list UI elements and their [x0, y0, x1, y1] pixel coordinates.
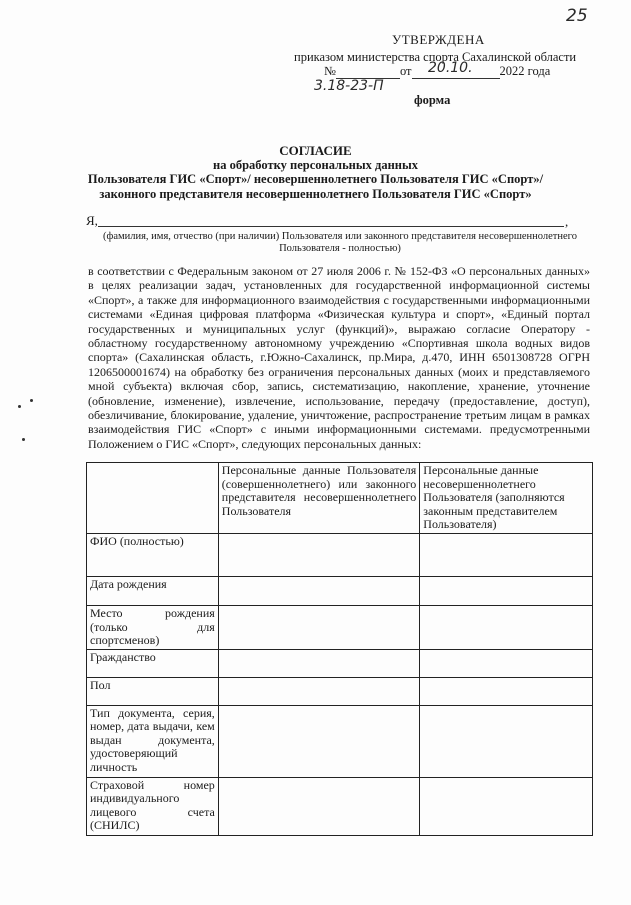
header-cell-minor: Персональные данные несовершеннолетнего Пользователя (заполняются законным представителем Пользователя) [420, 463, 593, 534]
page-number-handwritten: 25 [566, 6, 588, 26]
declarant-label: Я, [86, 213, 98, 228]
number-prefix: № [324, 64, 336, 78]
title-line-1-text: на обработку персональных данных [213, 158, 418, 172]
adult-value-cell[interactable] [218, 777, 420, 835]
title-line-3: законного представителя несовершеннолетнего Пользователя ГИС «Спорт» [99, 187, 532, 201]
header-cell-empty [87, 463, 219, 534]
minor-value-cell[interactable] [420, 577, 593, 606]
header-cell-adult: Персональные данные Пользователя (совершеннолетнего) или законного представителя несовершеннолетнего Пользователя [218, 463, 420, 534]
registration-number-handwritten: 3.18-23-П [314, 78, 384, 94]
declarant-comma: , [565, 214, 569, 229]
row-label: Гражданство [87, 649, 219, 677]
scan-speck [22, 438, 25, 441]
minor-value-cell[interactable] [420, 534, 593, 577]
row-label: Тип документа, серия, номер, дата выдачи, кем выдан документа, удостоверяющий личность [87, 705, 219, 777]
declarant-hint: (фамилия, имя, отчество (при наличии) Пользователя или законного представителя несовершеннолетнего Пользователя - полностью) [103, 231, 577, 254]
table-row [87, 777, 593, 835]
title-line-1 [0, 158, 631, 173]
scan-speck [30, 399, 33, 402]
table-header-row [87, 463, 593, 534]
adult-value-cell[interactable] [218, 677, 420, 705]
table-row [87, 649, 593, 677]
adult-value-cell[interactable] [218, 534, 420, 577]
table-row [87, 606, 593, 650]
form-label: форма [414, 93, 451, 107]
approved-stamp-text: УТВЕРЖДЕНА [392, 32, 485, 47]
minor-value-cell[interactable] [420, 705, 593, 777]
minor-value-cell[interactable] [420, 649, 593, 677]
scan-speck [18, 405, 21, 408]
row-label: Дата рождения [87, 577, 219, 606]
adult-value-cell[interactable] [218, 705, 420, 777]
consent-paragraph: в соответствии с Федеральным законом от 27 июля 2006 г. № 152-ФЗ «О персональных данных» в целях реализации задач, установленных для государственной информационной системы «Спорт», а также для информационного взаимодействия с государственными информационными системами «Единая цифровая платформа «Физическая культура и спорт», «Единый портал государственных и муниципальных услуг (функций)», выражаю согласие Оператору - областному государственному автономному учреждению «Спортивная школа водных видов спорта» (Сахалинская область, г.Южно-Сахалинск, пр.Мира, д.470, ИНН 6501308728 ОГРН 1206500001674) на обработку без ограничения персональных данных (моих и представляемого мной субъекта) включая сбор, запись, систематизацию, накопление, хранение, уточнение (обновление, изменение), извлечение, использование, передачу (предоставление, доступ), обезличивание, блокирование, удаление, уничтожение, распространение третьим лицам в рамках взаимодействия ГИС «Спорт» с иными информационными системами. предусмотренными Положением о ГИС «Спорт», следующих персональных данных: [88, 264, 590, 451]
table-row [87, 577, 593, 606]
table-row [87, 534, 593, 577]
document-title: СОГЛАСИЕ [279, 143, 352, 158]
year-text: 2022 года [499, 64, 551, 78]
order-line: приказом министерства спорта Сахалинской области [294, 50, 577, 64]
minor-value-cell[interactable] [420, 777, 593, 835]
row-label: Пол [87, 677, 219, 705]
adult-value-cell[interactable] [218, 606, 420, 650]
from-word: от [399, 64, 412, 78]
table-row [87, 677, 593, 705]
personal-data-table [86, 462, 593, 836]
table-row [87, 705, 593, 777]
title-line-2: Пользователя ГИС «Спорт»/ несовершеннолетнего Пользователя ГИС «Спорт»/ [87, 172, 544, 186]
minor-value-cell[interactable] [420, 606, 593, 650]
minor-value-cell[interactable] [420, 677, 593, 705]
declarant-name-field[interactable] [98, 226, 564, 227]
adult-value-cell[interactable] [218, 649, 420, 677]
row-label: Место рождения (только для спортсменов) [87, 606, 219, 650]
order-date-handwritten: 20.10. [428, 60, 473, 76]
row-label: Страховой номер индивидуального лицевого счета (СНИЛС) [87, 777, 219, 835]
adult-value-cell[interactable] [218, 577, 420, 606]
row-label: ФИО (полностью) [87, 534, 219, 577]
